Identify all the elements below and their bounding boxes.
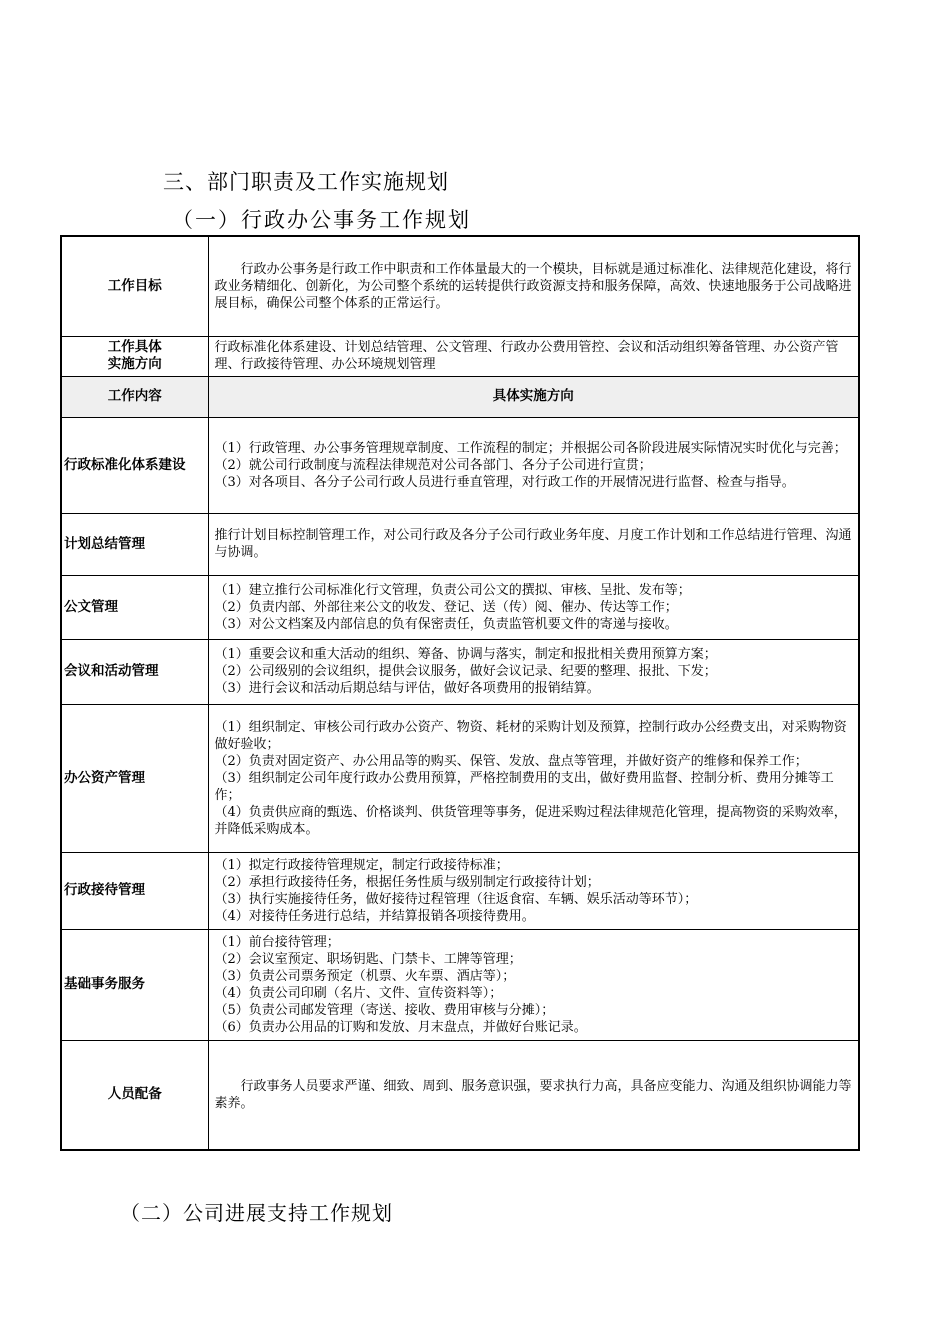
row-line: （4）负责供应商的甄选、价格谈判、供货管理等事务，促进采购过程法律规范化管理，提高物资的采购效率，并降低采购成本。 [214,804,847,837]
row-line: （4）对接待任务进行总结，并结算报销各项接待费用。 [214,908,535,924]
row-label: 公文管理 [61,575,208,639]
row-line: （5）负责公司邮发管理（寄送、接收、费用审核与分摊）； [214,1002,555,1018]
row-line: （2）公司级别的会议组织，提供会议服务，做好会议记录、纪要的整理、报批、下发； [214,664,717,679]
direction-label-line-1: 工作具体 [107,339,162,355]
row-line: （4）负责公司印刷（名片、文件、宣传资料等）； [214,985,503,1001]
table-row [61,575,859,639]
row-line: （2）会议室预定、职场钥匙、门禁卡、工牌等管理； [214,951,522,967]
direction-label-line-2: 实施方向 [107,356,162,372]
row-content [208,639,859,704]
row-line: （2）承担行政接待任务，根据任务性质与级别制定行政接待计划； [214,874,600,890]
table-row [61,417,859,513]
row-label: 基础事务服务 [61,929,208,1040]
row-line: 推行计划目标控制管理工作，对公司行政及各分子公司行政业务年度、月度工作计划和工作总结进行管理、沟通与协调。 [214,528,852,560]
row-line: （3）对各项目、各分子公司行政人员进行垂直管理，对行政工作的开展情况进行监督、检查与指导。 [214,474,795,490]
goal-text: 行政办公事务是行政工作中职责和工作体量最大的一个模块，目标就是通过标准化、法律规范化建设，将行政业务精细化、创新化，为公司整个系统的运转提供行政资源支持和服务保障，高效、快速地服务于公司战略进展目标，确保公司整个体系的正常运行。 [208,236,859,336]
goal-row [61,236,859,336]
direction-row [61,336,859,376]
row-line: （3）进行会议和活动后期总结与评估，做好各项费用的报销结算。 [214,681,600,696]
row-content [208,513,859,575]
row-line: （1）拟定行政接待管理规定，制定行政接待标准； [214,857,509,873]
header-direction: 具体实施方向 [208,376,859,417]
row-label: 行政接待管理 [61,852,208,929]
row-line: （1）前台接待管理； [214,934,340,950]
row-line: （1）建立推行公司标准化行文管理，负责公司公文的撰拟、审核、呈批、发布等； [214,582,691,598]
table-row [61,852,859,929]
row-line: （2）负责内部、外部往来公文的收发、登记、送（传）阅、催办、传达等工作； [214,599,678,615]
row-content [208,417,859,513]
row-content [208,575,859,639]
section-heading: 三、部门职责及工作实施规划 [163,170,449,194]
direction-text: 行政标准化体系建设、计划总结管理、公文管理、行政办公费用管控、会议和活动组织筹备管理、办公资产管理、行政接待管理、办公环境规划管理 [208,336,859,376]
table-row [61,639,859,704]
row-line: （3）执行实施接待任务，做好接待过程管理（往返食宿、车辆、娱乐活动等环节）； [214,891,698,907]
subsection-heading-1: （一）行政办公事务工作规划 [172,208,471,232]
direction-label [61,336,208,376]
row-line: （6）负责办公用品的订购和发放、月末盘点，并做好台账记录。 [214,1019,587,1035]
subsection-heading-2: （二）公司进展支持工作规划 [120,1201,393,1225]
row-label: 办公资产管理 [61,704,208,852]
row-line: （3）对公文档案及内部信息的负有保密责任，负责监管机要文件的寄递与接收。 [214,616,678,632]
table-row [61,929,859,1040]
staff-label: 人员配备 [61,1040,208,1150]
row-content [208,852,859,929]
goal-label: 工作目标 [61,236,208,336]
row-line: （2）负责对固定资产、办公用品等的购买、保管、发放、盘点等管理，并做好资产的维修和保养工作； [214,753,808,769]
admin-affairs-plan-table [60,235,860,1151]
row-content [208,704,859,852]
table-header-row [61,376,859,417]
row-line: （1）组织制定、审核公司行政办公资产、物资、耗材的采购计划及预算，控制行政办公经费支出，对采购物资做好验收； [214,719,847,752]
row-line: （1）重要会议和重大活动的组织、筹备、协调与落实，制定和报批相关费用预算方案； [214,647,717,662]
row-line: （1）行政管理、办公事务管理规章制度、工作流程的制定；并根据公司各阶段进展实际情况实时优化与完善； [214,440,847,456]
staff-text: 行政事务人员要求严谨、细致、周到、服务意识强，要求执行力高，具备应变能力、沟通及组织协调能力等素养。 [208,1040,859,1150]
staff-row [61,1040,859,1150]
table-row [61,704,859,852]
row-line: （3）组织制定公司年度行政办公费用预算，严格控制费用的支出，做好费用监督、控制分析、费用分摊等工作； [214,770,834,803]
table-row [61,513,859,575]
row-label: 行政标准化体系建设 [61,417,208,513]
row-line: （3）负责公司票务预定（机票、火车票、酒店等）； [214,968,516,984]
row-label: 会议和活动管理 [61,639,208,704]
row-label: 计划总结管理 [61,513,208,575]
row-line: （2）就公司行政制度与流程法律规范对公司各部门、各分子公司进行宣贯； [214,457,652,473]
header-content: 工作内容 [61,376,208,417]
row-content [208,929,859,1040]
